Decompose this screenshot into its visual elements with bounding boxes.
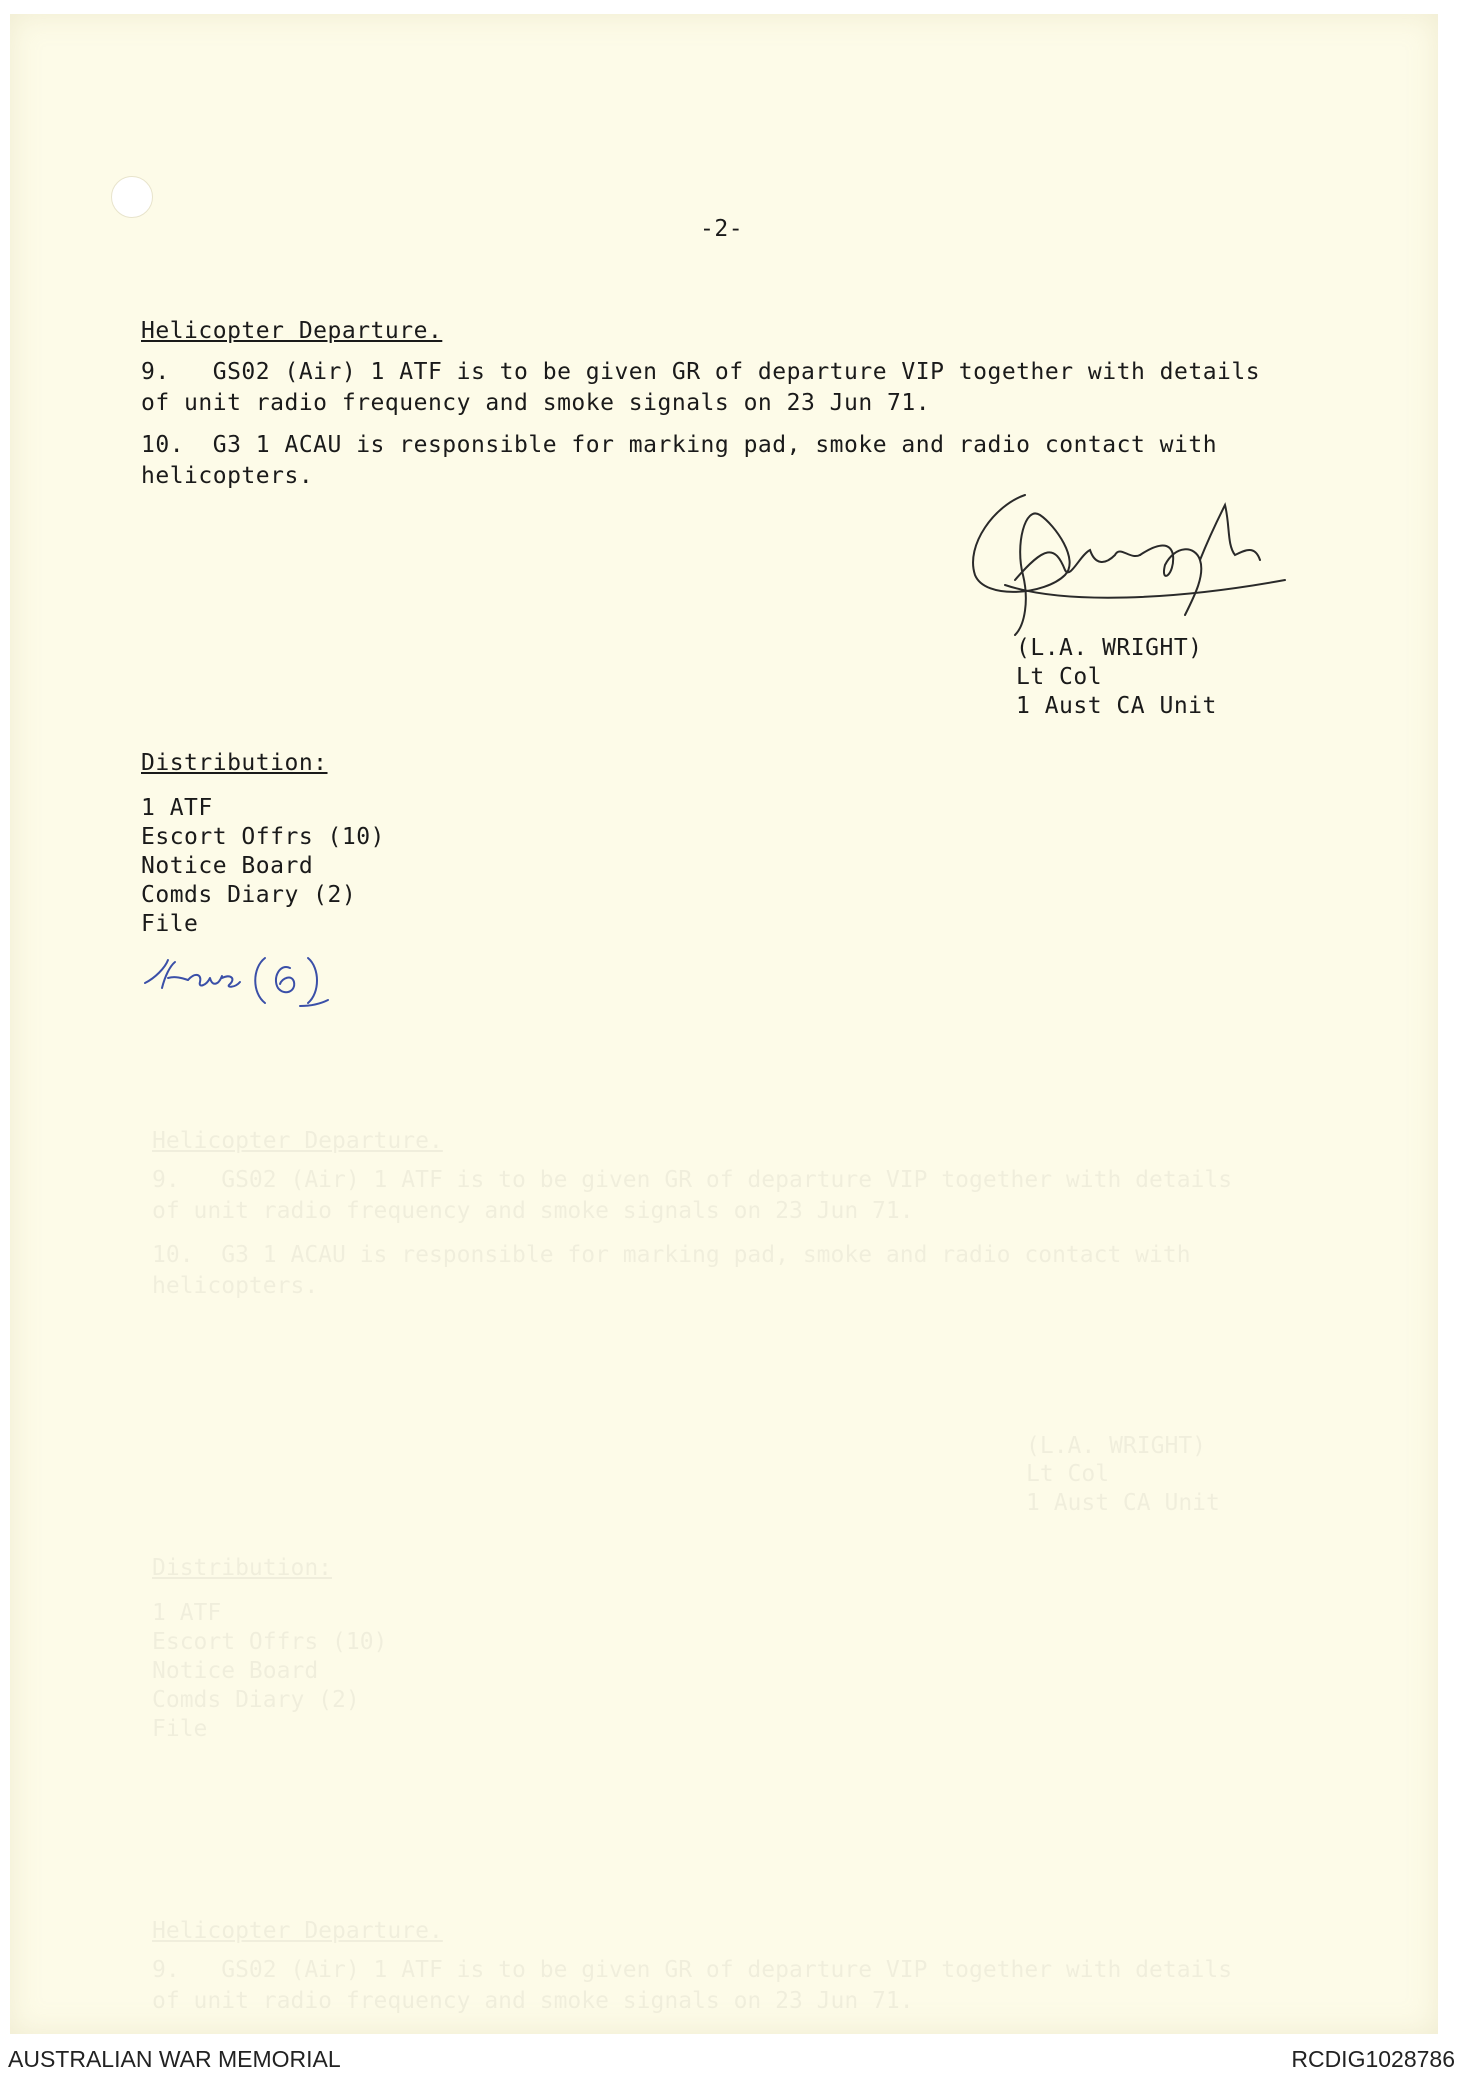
paragraph-10: 10. G3 1 ACAU is responsible for marking pad, smoke and radio contact with helicopters. — [141, 432, 1218, 489]
distribution-item: 1 ATF — [141, 795, 213, 821]
signatory-name: (L.A. WRIGHT) — [1016, 635, 1203, 661]
signatory-unit: 1 Aust CA Unit — [1016, 693, 1217, 719]
bleed-through-text: (L.A. WRIGHT) — [1026, 1433, 1207, 1459]
distribution-item: Comds Diary (2) — [141, 882, 357, 908]
footer-archive-name: AUSTRALIAN WAR MEMORIAL — [8, 2046, 341, 2072]
distribution-heading: Distribution: — [141, 750, 328, 776]
bleed-through-text: 10. G3 1 ACAU is responsible for marking pad, smoke and radio contact with helicopters. — [152, 1242, 1191, 1299]
bleed-through-text: 9. GS02 (Air) 1 ATF is to be given GR of departure VIP together with details of unit radio frequency and smoke signals on 23 Jun 71. — [152, 1957, 1233, 2014]
bleed-through-text: Lt Col — [1026, 1461, 1110, 1487]
bleed-through-text: Helicopter Departure. — [152, 1918, 443, 1944]
paragraph-9: 9. GS02 (Air) 1 ATF is to be given GR of departure VIP together with details of unit radio frequency and smoke signals on 23 Jun 71. — [141, 359, 1261, 416]
bleed-through-text: Helicopter Departure. — [152, 1128, 443, 1154]
bleed-through-text: Comds Diary (2) — [152, 1687, 360, 1713]
bleed-through-text: Distribution: — [152, 1555, 333, 1581]
punch-hole — [111, 176, 153, 218]
distribution-item: Escort Offrs (10) — [141, 824, 385, 850]
distribution-item: Notice Board — [141, 853, 314, 879]
bleed-through-text: Notice Board — [152, 1658, 319, 1684]
signatory-rank: Lt Col — [1016, 664, 1103, 690]
bleed-through-text: 1 ATF — [152, 1600, 222, 1626]
bleed-through-text: Escort Offrs (10) — [152, 1629, 388, 1655]
bleed-through-text: File — [152, 1716, 208, 1742]
distribution-item: File — [141, 911, 199, 937]
page-number: -2- — [700, 216, 744, 242]
footer-record-id: RCDIG1028786 — [1291, 2046, 1455, 2072]
handwritten-annotation — [140, 948, 340, 1008]
section-heading: Helicopter Departure. — [141, 318, 443, 344]
bleed-through-text: 9. GS02 (Air) 1 ATF is to be given GR of departure VIP together with details of unit radio frequency and smoke signals on 23 Jun 71. — [152, 1167, 1233, 1224]
signature-mark — [955, 485, 1295, 645]
bleed-through-text: 1 Aust CA Unit — [1026, 1490, 1220, 1516]
document-page — [10, 14, 1438, 2034]
